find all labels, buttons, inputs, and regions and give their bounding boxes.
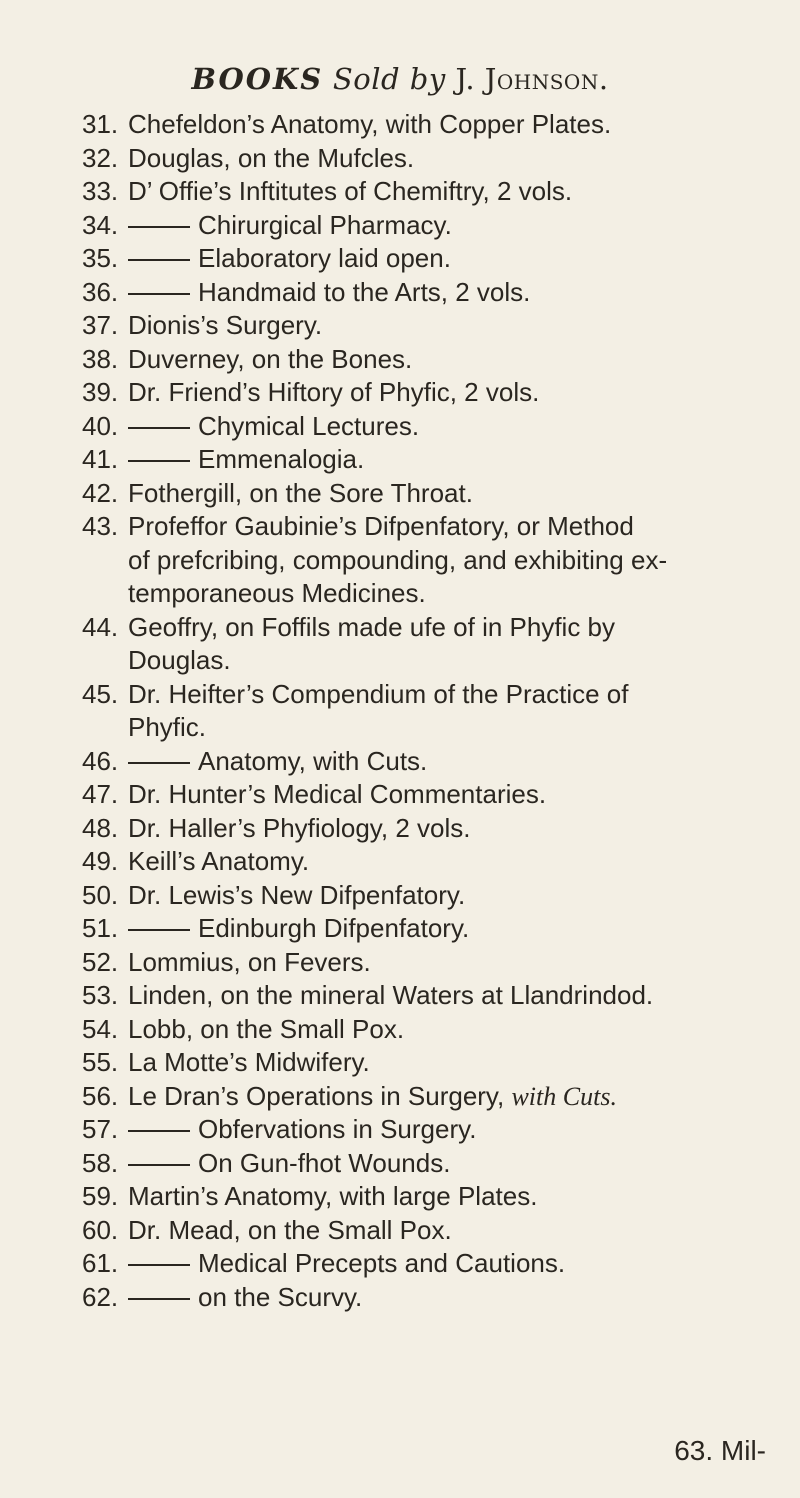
entry-number: 48. — [82, 812, 119, 843]
ditto-dash — [128, 762, 190, 764]
entry-number: 37. — [82, 310, 119, 340]
list-item — [82, 343, 772, 377]
entry-number: 33. — [82, 176, 119, 206]
list-item — [82, 1147, 772, 1181]
ditto-dash — [128, 226, 190, 228]
header-publisher: J. Johnson. — [455, 62, 609, 96]
entry-title: D’ Offie’s Inftitutes of Chemiftry, 2 vols. — [128, 176, 573, 206]
entry-continuation: Phyfic. — [128, 712, 207, 742]
entry-title: Keill’s Anatomy. — [128, 846, 310, 876]
entry-number: 51. — [82, 913, 119, 943]
entry-number: 42. — [82, 477, 119, 508]
list-item — [82, 242, 772, 276]
list-item — [82, 1113, 772, 1147]
entry-number: 35. — [82, 243, 119, 273]
entry-title: Geoffry, on Foffils made ufe of in Phyfic by — [128, 611, 616, 642]
ditto-dash — [128, 460, 190, 462]
entry-title: Dr. Friend’s Hiftory of Phyfic, 2 vols. — [128, 377, 540, 407]
entry-title: Le Dran’s Operations in Surgery, — [128, 1080, 505, 1111]
ditto-dash — [128, 1298, 190, 1300]
entry-number: 49. — [82, 846, 119, 876]
ditto-dash — [128, 929, 190, 931]
entry-title: Dr. Haller’s Phyfiology, 2 vols. — [128, 812, 471, 843]
entry-number: 47. — [82, 779, 119, 809]
list-item — [82, 175, 772, 209]
header-books: BOOKS — [191, 62, 324, 96]
entry-title: La Motte’s Midwifery. — [128, 1047, 370, 1077]
entry-title: Martin’s Anatomy, with large Plates. — [128, 1181, 538, 1211]
entry-title: Handmaid to the Arts, 2 vols. — [198, 276, 531, 307]
entry-title: Douglas, on the Mufcles. — [128, 142, 415, 173]
entry-number: 52. — [82, 946, 119, 977]
entry-number: 43. — [82, 511, 119, 541]
ditto-dash — [128, 427, 190, 429]
entry-number: 55. — [82, 1047, 119, 1077]
list-item — [82, 845, 772, 879]
entry-number: 31. — [82, 109, 119, 139]
entry-number: 61. — [82, 1248, 119, 1278]
entry-title: Fothergill, on the Sore Throat. — [128, 477, 473, 508]
list-item — [82, 1247, 772, 1281]
list-item — [82, 1281, 772, 1315]
entry-title: Emmenalogia. — [198, 444, 365, 474]
entry-title: On Gun-fhot Wounds. — [198, 1147, 451, 1178]
ditto-dash — [128, 293, 190, 295]
entry-number: 58. — [82, 1147, 119, 1178]
header-sold-by: Sold by — [332, 62, 446, 96]
entry-title: Dr. Hunter’s Medical Commentaries. — [128, 779, 547, 809]
entry-title: Dr. Mead, on the Small Pox. — [128, 1214, 452, 1245]
entry-number: 41. — [82, 444, 119, 474]
list-item — [82, 142, 772, 176]
catchword: 63. Mil- — [674, 1435, 766, 1466]
book-list — [82, 108, 772, 1314]
entry-continuation: of prefcribing, compounding, and exhibiting ex- — [128, 544, 668, 575]
list-item — [82, 778, 772, 812]
entry-number: 54. — [82, 1013, 119, 1044]
entry-title: Medical Precepts and Cautions. — [198, 1248, 566, 1278]
entry-continuation: temporaneous Medicines. — [128, 578, 426, 608]
entry-title: Duverney, on the Bones. — [128, 343, 413, 374]
list-item — [82, 1180, 772, 1214]
entry-number: 57. — [82, 1114, 119, 1144]
list-item — [82, 410, 772, 444]
entry-title: Profeffor Gaubinie’s Difpenfatory, or Method — [128, 511, 634, 541]
entry-title: on the Scurvy. — [198, 1281, 363, 1312]
list-item — [82, 1046, 772, 1080]
entry-number: 44. — [82, 611, 119, 642]
ditto-dash — [128, 259, 190, 261]
list-item — [82, 209, 772, 243]
entry-number: 36. — [82, 276, 119, 307]
list-item — [82, 108, 772, 142]
list-item — [82, 276, 772, 310]
entry-number: 60. — [82, 1214, 119, 1245]
entry-title: Dr. Heifter’s Compendium of the Practice of — [128, 678, 629, 709]
entry-title: Edinburgh Difpenfatory. — [198, 913, 470, 943]
list-item — [82, 1080, 772, 1114]
entry-number: 38. — [82, 343, 119, 374]
list-item — [82, 678, 772, 745]
list-item — [82, 745, 772, 779]
entry-number: 62. — [82, 1281, 119, 1312]
entry-title: Lobb, on the Small Pox. — [128, 1013, 405, 1044]
list-item — [82, 912, 772, 946]
entry-title: Dr. Lewis’s New Difpenfatory. — [128, 879, 466, 910]
list-item — [82, 1013, 772, 1047]
ditto-dash — [128, 1164, 190, 1166]
entry-title: Chirurgical Pharmacy. — [198, 209, 452, 240]
entry-title: Obfervations in Surgery. — [198, 1114, 477, 1144]
ditto-dash — [128, 1130, 190, 1132]
entry-title: Chefeldon’s Anatomy, with Copper Plates. — [128, 109, 612, 139]
entry-continuation: Douglas. — [128, 645, 231, 675]
entry-title: Dionis’s Surgery. — [128, 310, 323, 340]
entry-title: Elaboratory laid open. — [198, 243, 451, 273]
entry-italic-note: with Cuts. — [511, 1081, 617, 1111]
list-item — [82, 611, 772, 678]
entry-title: Chymical Lectures. — [198, 410, 420, 441]
list-item — [82, 477, 772, 511]
entry-number: 32. — [82, 142, 119, 173]
entry-number: 40. — [82, 410, 119, 441]
entry-number: 56. — [82, 1080, 119, 1111]
running-header — [0, 62, 800, 96]
ditto-dash — [128, 1264, 190, 1266]
entry-number: 39. — [82, 377, 119, 407]
entry-number: 53. — [82, 980, 119, 1010]
list-item — [82, 510, 772, 611]
entry-number: 34. — [82, 209, 119, 240]
list-item — [82, 979, 772, 1013]
entry-number: 46. — [82, 745, 119, 776]
list-item — [82, 443, 772, 477]
list-item — [82, 1214, 772, 1248]
list-item — [82, 879, 772, 913]
entry-number: 50. — [82, 879, 119, 910]
list-item — [82, 812, 772, 846]
entry-number: 45. — [82, 678, 119, 709]
list-item — [82, 309, 772, 343]
list-item — [82, 946, 772, 980]
entry-number: 59. — [82, 1181, 119, 1211]
entry-title: Lommius, on Fevers. — [128, 946, 371, 977]
list-item — [82, 376, 772, 410]
entry-title: Linden, on the mineral Waters at Llandrindod. — [128, 980, 654, 1010]
entry-title: Anatomy, with Cuts. — [198, 745, 428, 776]
